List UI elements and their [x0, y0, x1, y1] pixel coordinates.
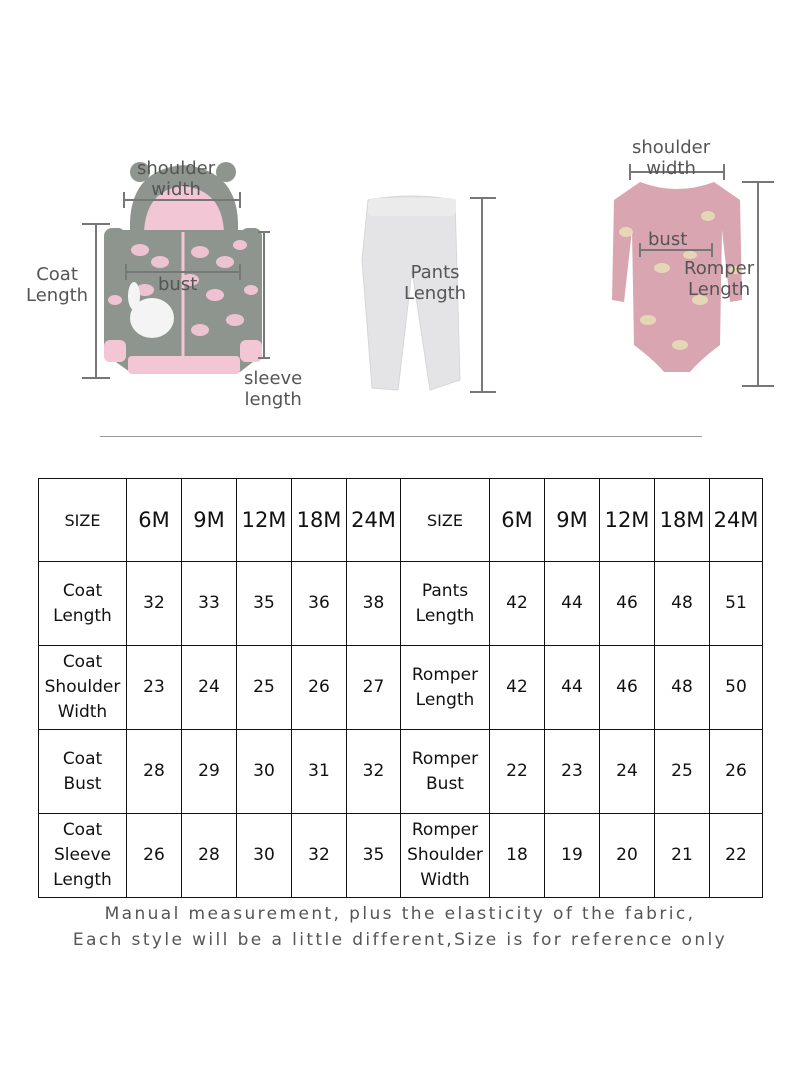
table-cell: 24: [600, 730, 655, 814]
table-cell: 18: [490, 814, 545, 898]
table-cell: 26: [127, 814, 182, 898]
garment-diagram: [0, 0, 800, 440]
table-cell: 42: [490, 562, 545, 646]
row-label: Coat Length: [39, 562, 127, 646]
table-cell: 23: [127, 646, 182, 730]
size-chart-table: [38, 478, 763, 898]
coat-hood-ear-right: [216, 162, 236, 182]
table-cell: 44: [545, 562, 600, 646]
size-header-left: SIZE: [39, 479, 127, 562]
table-cell: 46: [600, 646, 655, 730]
table-cell: 20: [600, 814, 655, 898]
table-cell: 48: [655, 646, 710, 730]
size-col: 6M: [127, 479, 182, 562]
table-row: [39, 646, 763, 730]
table-cell: 29: [182, 730, 237, 814]
table-cell: 51: [710, 562, 763, 646]
table-cell: 33: [182, 562, 237, 646]
table-row: [39, 562, 763, 646]
table-cell: 25: [655, 730, 710, 814]
table-cell: 24: [182, 646, 237, 730]
size-col: 9M: [545, 479, 600, 562]
table-cell: 32: [292, 814, 347, 898]
table-header-row: [39, 479, 763, 562]
size-col: 6M: [490, 479, 545, 562]
romper-shoulder-width-label: shoulder width: [632, 137, 711, 179]
table-row: [39, 814, 763, 898]
table-cell: 35: [347, 814, 401, 898]
table-cell: 23: [545, 730, 600, 814]
table-cell: 25: [237, 646, 292, 730]
table-cell: 27: [347, 646, 401, 730]
table-cell: 44: [545, 646, 600, 730]
coat-shoulder-width-label: shoulder width: [137, 158, 216, 200]
table-cell: 38: [347, 562, 401, 646]
table-cell: 32: [347, 730, 401, 814]
table-cell: 21: [655, 814, 710, 898]
table-cell: 31: [292, 730, 347, 814]
size-col: 18M: [655, 479, 710, 562]
row-label: Coat Sleeve Length: [39, 814, 127, 898]
table-cell: 28: [182, 814, 237, 898]
romper-length-label: Romper Length: [684, 258, 755, 300]
table-cell: 19: [545, 814, 600, 898]
size-header-right: SIZE: [401, 479, 490, 562]
coat-rabbit-ear: [128, 282, 140, 310]
table-cell: 22: [490, 730, 545, 814]
row-label: Coat Shoulder Width: [39, 646, 127, 730]
footnote-line-2: Each style will be a little different,Size is for reference only: [72, 930, 728, 950]
table-cell: 26: [292, 646, 347, 730]
size-col: 12M: [237, 479, 292, 562]
table-cell: 26: [710, 730, 763, 814]
table-cell: 32: [127, 562, 182, 646]
table-cell: 50: [710, 646, 763, 730]
pants-waistband: [368, 198, 456, 216]
size-col: 24M: [710, 479, 763, 562]
sleeve-length-label: sleeve length: [244, 368, 303, 410]
section-divider: [100, 436, 702, 437]
table-cell: 36: [292, 562, 347, 646]
size-col: 24M: [347, 479, 401, 562]
romper-bust-label: bust: [648, 229, 688, 250]
garment-illustrations: [0, 0, 800, 440]
table-cell: 35: [237, 562, 292, 646]
table-cell: 22: [710, 814, 763, 898]
coat-cuff-left: [104, 340, 126, 362]
row-label: Pants Length: [401, 562, 490, 646]
pants-length-label: Pants Length: [404, 262, 467, 304]
row-label: Romper Length: [401, 646, 490, 730]
table-cell: 30: [237, 814, 292, 898]
table-cell: 46: [600, 562, 655, 646]
row-label: Romper Shoulder Width: [401, 814, 490, 898]
table-cell: 30: [237, 730, 292, 814]
coat-bust-label: bust: [158, 274, 198, 295]
coat-sleeve-left: [104, 228, 126, 358]
size-col: 12M: [600, 479, 655, 562]
coat-length-label: Coat Length: [26, 264, 89, 306]
table-cell: 42: [490, 646, 545, 730]
table-cell: 28: [127, 730, 182, 814]
row-label: Coat Bust: [39, 730, 127, 814]
footnote-line-1: Manual measurement, plus the elasticity of the fabric,: [104, 904, 696, 924]
row-label: Romper Bust: [401, 730, 490, 814]
table-cell: 48: [655, 562, 710, 646]
size-col: 9M: [182, 479, 237, 562]
pants-guides: [470, 198, 496, 392]
size-col: 18M: [292, 479, 347, 562]
table-row: [39, 730, 763, 814]
